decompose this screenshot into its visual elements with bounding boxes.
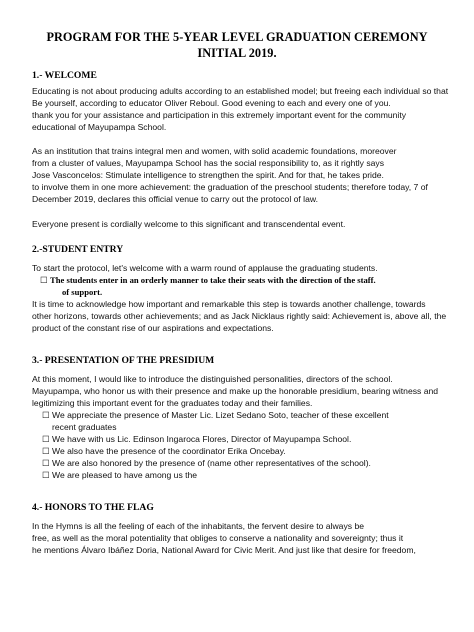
student-entry-heading: 2.-STUDENT ENTRY (32, 244, 124, 255)
student-entry-p-line-2: other horizons, towards other achievements; and as Jack Nicklaus rightly said: Achievement is, above all, the (32, 311, 447, 321)
welcome-heading: 1.- WELCOME (32, 70, 97, 81)
stage-direction-text-1: The students enter in an orderly manner to take their seats with the direction of the staff. (50, 275, 376, 285)
presidium-item-text: We are pleased to have among us the (52, 470, 198, 480)
presidium-p-line-2: Mayupampa, who honor us with their presence and make up the honorable presidium, bearing witness and (32, 386, 439, 396)
stage-direction-line-2: of support. (62, 287, 103, 297)
presidium-item-text: We are also honored by the presence of (name other representatives of the school). (52, 458, 371, 468)
flag-p-line-1: In the Hymns is all the feeling of each of the inhabitants, the fervent desire to always be (32, 521, 365, 531)
student-entry-p-line-1: It is time to acknowledge how important and remarkable this step is towards another challenge, towards (32, 299, 426, 309)
presidium-item-text: We appreciate the presence of Master Lic. Lizet Sedano Soto, teacher of these excellent (52, 410, 389, 420)
document-title-line-2: INITIAL 2019. (197, 46, 277, 60)
welcome-p2-line-1: As an institution that trains integral men and women, with solid academic foundations, moreover (32, 146, 397, 156)
presidium-p-line-3: legitimizing this important event for the graduates today and their families. (32, 398, 313, 408)
welcome-p1-line-4: educational of Mayupampa School. (32, 122, 167, 132)
flag-p-line-2: free, as well as the moral potentiality that obliges to conserve a nationality and sovereignty; thus it (32, 533, 404, 543)
presidium-item-5 (42, 470, 197, 481)
welcome-p2-line-4: to involve them in one more achievement: the graduation of the preschool students; therefore today, 7 of (32, 182, 428, 192)
welcome-p1-line-3: thank you for your assistance and participation in this extremely important event for the community (32, 110, 407, 120)
student-entry-p-line-3: product of the constant rise of our aspirations and expectations. (32, 323, 274, 333)
checkbox-icon: ☐ (42, 410, 50, 420)
presidium-item-1-continuation: recent graduates (52, 422, 117, 432)
checkbox-icon: ☐ (42, 470, 50, 480)
presidium-item-text: We also have the presence of the coordinator Erika Oncebay. (52, 446, 286, 456)
student-entry-intro: To start the protocol, let's welcome with a warm round of applause the graduating students. (32, 263, 378, 273)
welcome-p1-line-1: Educating is not about producing adults according to an established model; but freeing each individual so that (32, 86, 449, 96)
presidium-heading: 3.- PRESENTATION OF THE PRESIDIUM (32, 355, 215, 366)
stage-direction-line-1 (40, 275, 376, 286)
welcome-p3: Everyone present is cordially welcome to this significant and transcendental event. (32, 219, 346, 229)
checkbox-icon: ☐ (42, 446, 50, 456)
checkbox-icon: ☐ (42, 434, 50, 444)
presidium-item-3 (42, 446, 286, 457)
flag-heading: 4.- HONORS TO THE FLAG (32, 502, 154, 513)
welcome-p2-line-5: December 2019, declares this official venue to carry out the protocol of law. (32, 194, 318, 204)
welcome-p2-line-2: from a cluster of values, Mayupampa School has the social responsibility to, as it rightly says (32, 158, 385, 168)
document-title-line-1: PROGRAM FOR THE 5-YEAR LEVEL GRADUATION CEREMONY (46, 30, 428, 44)
flag-p-line-3: he mentions Álvaro Ibáñez Doria, National Award for Civic Merit. And just like that desire for freedom, (32, 545, 416, 555)
checkbox-icon: ☐ (40, 275, 48, 285)
presidium-p-line-1: At this moment, I would like to introduce the distinguished personalities, directors of the school. (32, 374, 393, 384)
welcome-p1-line-2: Be yourself, according to educator Oliver Reboul. Good evening to each and every one of you. (32, 98, 391, 108)
presidium-item-2 (42, 434, 351, 445)
welcome-p2-line-3: Jose Vasconcelos: Stimulate intelligence to strengthen the spirit. And for that, he takes pride. (32, 170, 384, 180)
presidium-item-4 (42, 458, 371, 469)
checkbox-icon: ☐ (42, 458, 50, 468)
presidium-item-1 (42, 410, 389, 421)
presidium-item-text: We have with us Lic. Edinson Ingaroca Flores, Director of Mayupampa School. (52, 434, 352, 444)
